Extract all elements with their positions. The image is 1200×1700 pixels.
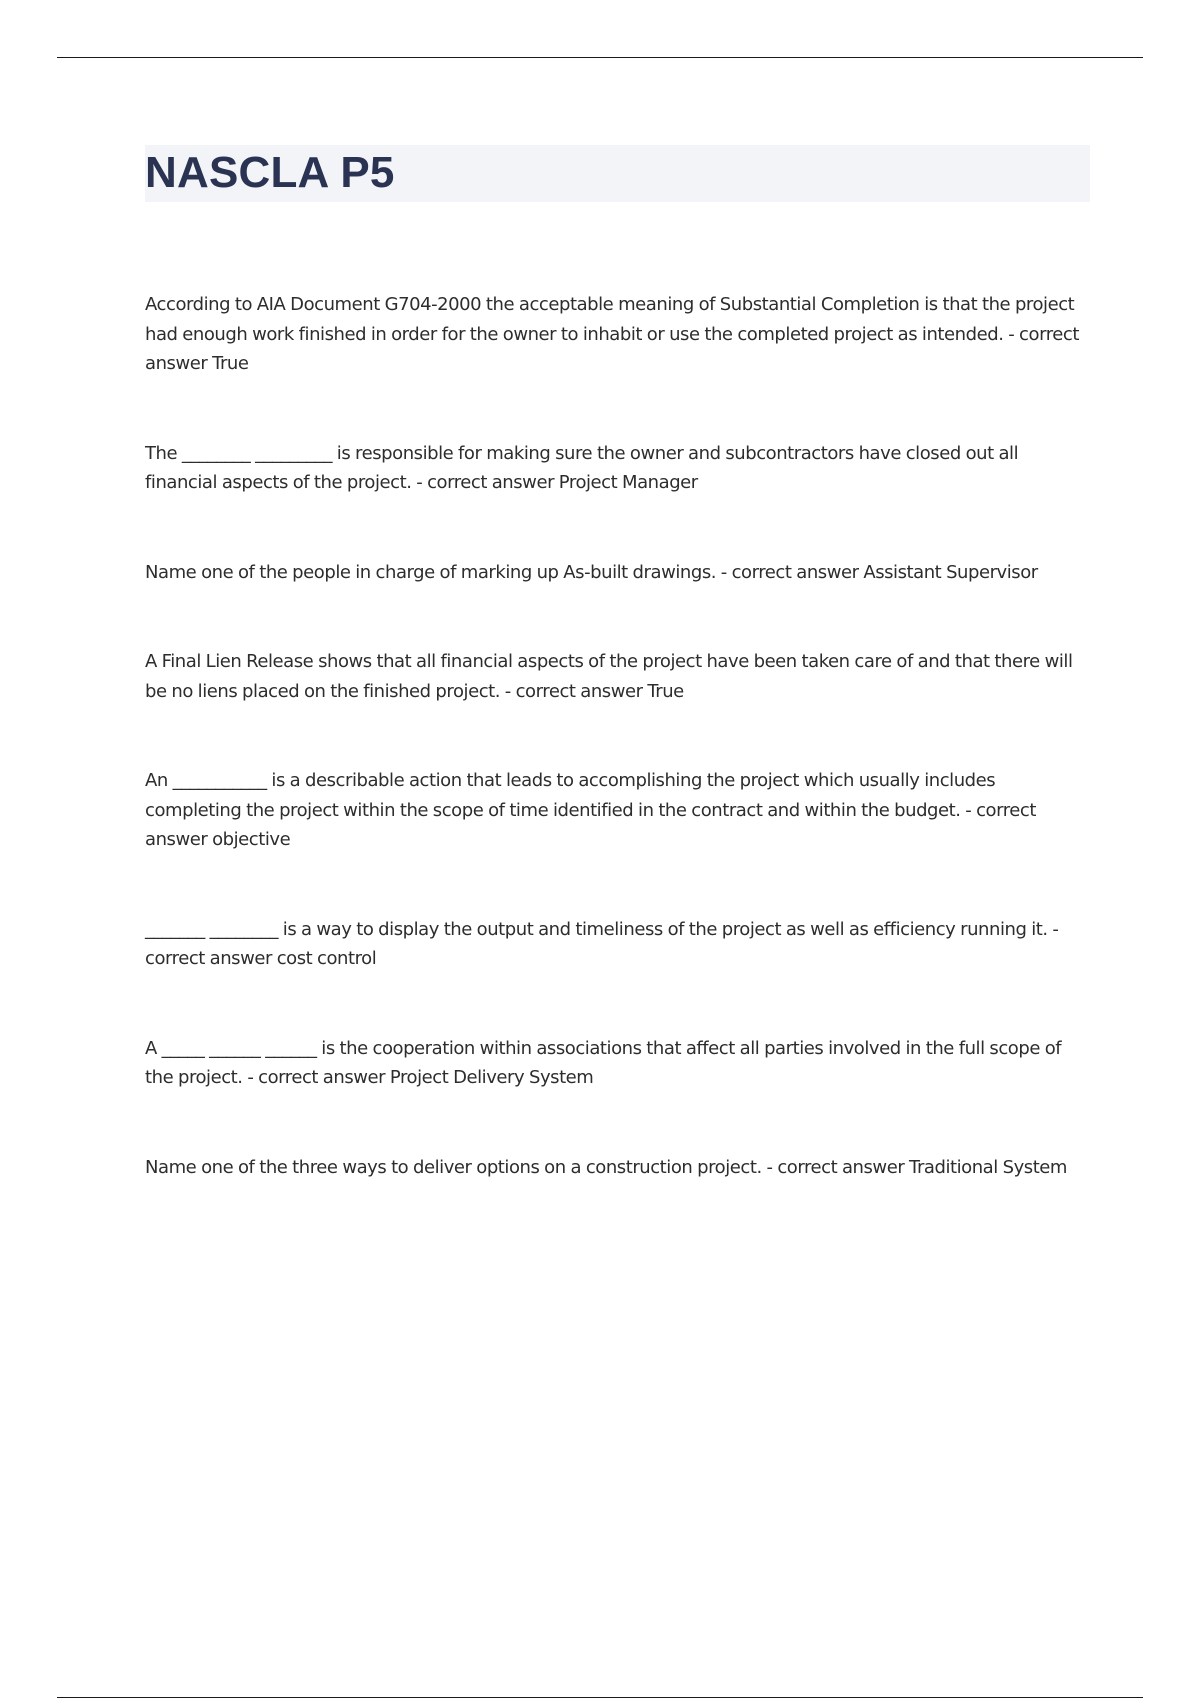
bottom-divider [57,1697,1143,1698]
question-item-8: Name one of the three ways to deliver options on a construction project. - correct answer Traditional System [145,1156,1068,1178]
question-item-6: _______ ________ is a way to display the output and timeliness of the project as well as efficiency running it. - correct answer cost control [145,918,1059,969]
question-item-3: Name one of the people in charge of marking up As-built drawings. - correct answer Assistant Supervisor [145,561,1038,583]
page-title: NASCLA P5 [145,148,395,197]
title-band [145,145,1090,202]
question-item-2: The ________ _________ is responsible for making sure the owner and subcontractors have closed out all financial aspects of the project. - correct answer Project Manager [145,442,1019,493]
question-item-1: According to AIA Document G704-2000 the acceptable meaning of Substantial Completion is that the project had enough work finished in order for the owner to inhabit or use the completed project as intended. - correct answer True [145,294,1079,374]
question-item-5: An ___________ is a describable action that leads to accomplishing the project which usually includes completing the project within the scope of time identified in the contract and within the budget. - correct answer objective [145,770,1036,850]
question-item-7: A _____ ______ ______ is the cooperation within associations that affect all parties involved in the full scope of the project. - correct answer Project Delivery System [145,1037,1062,1088]
top-divider [57,57,1143,58]
question-item-4: A Final Lien Release shows that all financial aspects of the project have been taken care of and that there will be no liens placed on the finished project. - correct answer True [145,651,1073,702]
question-list [145,290,1090,1182]
